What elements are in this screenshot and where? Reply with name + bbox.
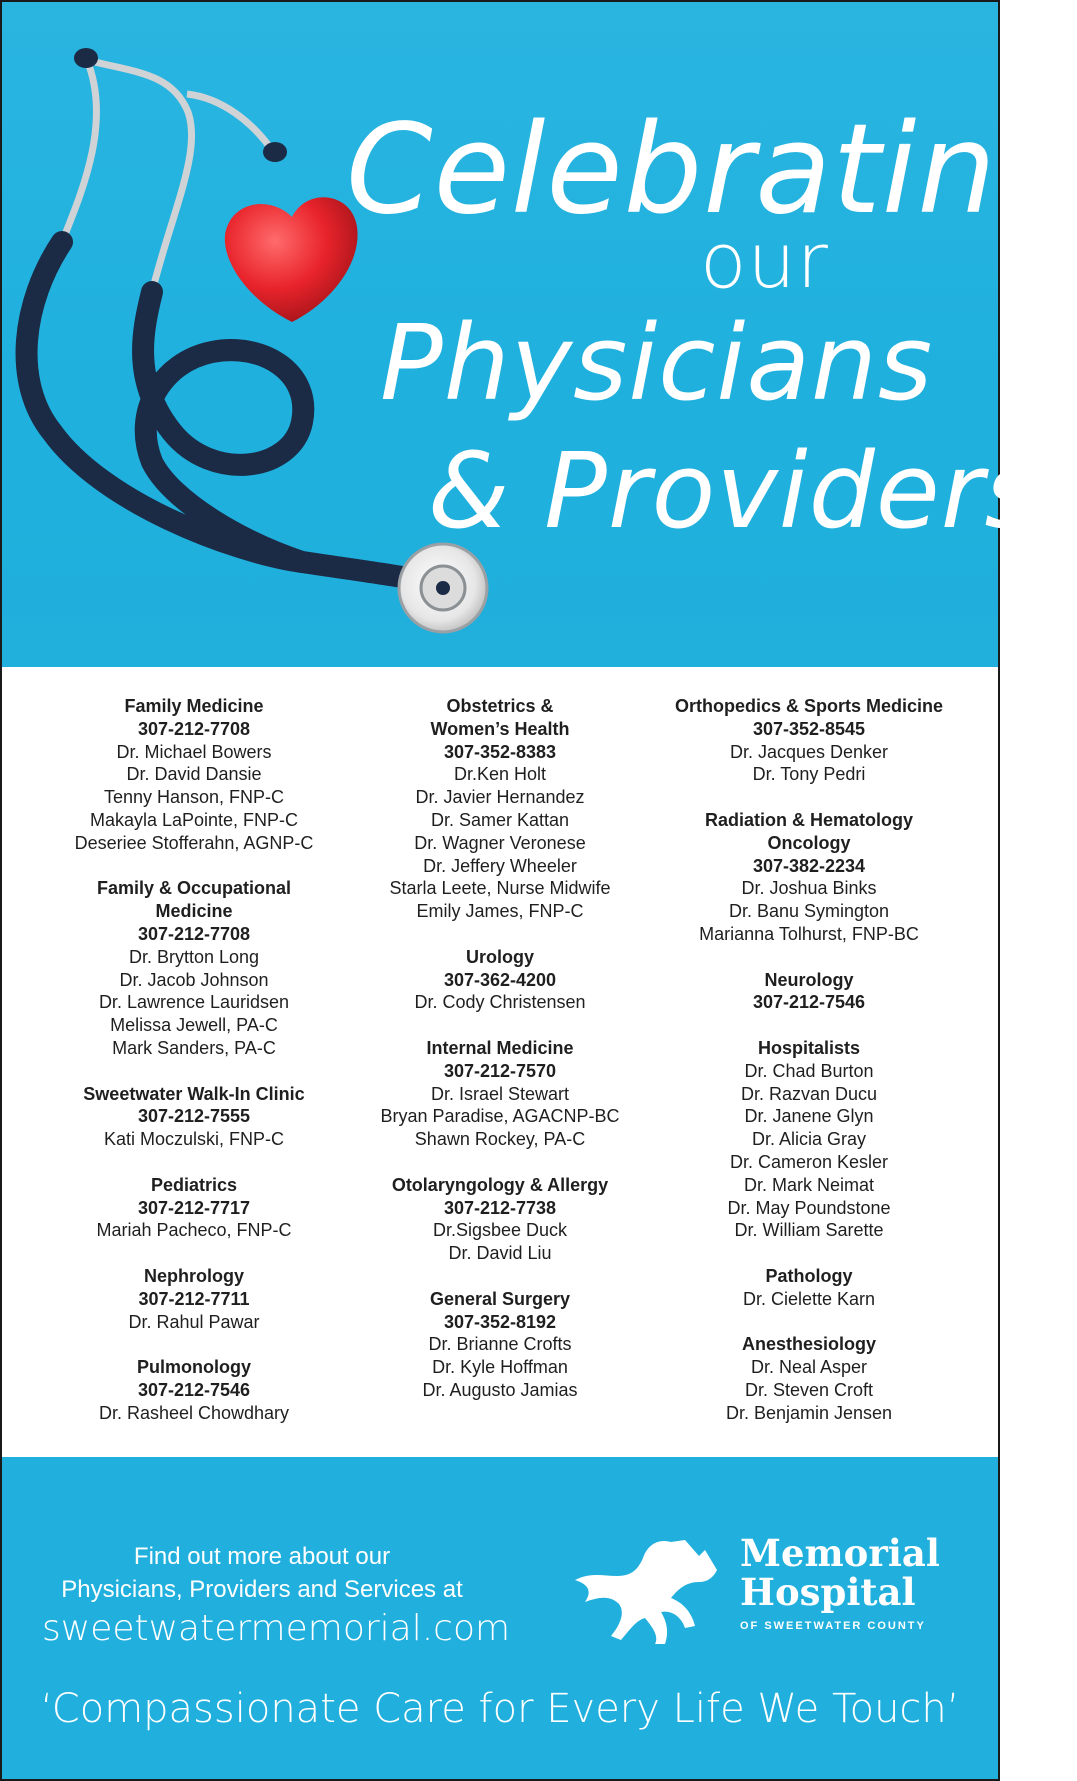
department-block bbox=[649, 1265, 969, 1311]
website-link[interactable]: sweetwatermemorial.com bbox=[42, 1608, 511, 1649]
provider-name: Mariah Pacheco, FNP-C bbox=[96, 1220, 292, 1241]
provider-name: Dr. Banu Symington bbox=[728, 901, 890, 922]
department-block bbox=[649, 695, 969, 786]
hero-banner bbox=[2, 2, 1077, 667]
department-phone[interactable]: 307-212-7708 bbox=[137, 718, 251, 739]
department-phone[interactable]: 307-362-4200 bbox=[443, 969, 557, 990]
department-heading: General Surgery bbox=[429, 1288, 571, 1309]
provider-name: Dr. Rahul Pawar bbox=[128, 1311, 260, 1332]
department-heading: Hospitalists bbox=[757, 1037, 861, 1058]
department-block bbox=[340, 1174, 660, 1265]
provider-name: Kati Moczulski, FNP-C bbox=[103, 1129, 285, 1150]
brand-subtitle: OF SWEETWATER COUNTY bbox=[740, 1620, 926, 1632]
provider-name: Bryan Paradise, AGACNP-BC bbox=[380, 1106, 620, 1127]
provider-name: Makayla LaPointe, FNP-C bbox=[89, 809, 299, 830]
hero-title-line3: Physicians bbox=[380, 302, 934, 424]
provider-directory bbox=[2, 667, 998, 1457]
hero-title-line1: Celebrating bbox=[346, 98, 1077, 242]
find-out-more-text bbox=[42, 1540, 482, 1606]
department-heading: Women’s Health bbox=[430, 718, 570, 739]
provider-name: Melissa Jewell, PA-C bbox=[110, 1015, 278, 1036]
department-heading: Family Medicine bbox=[124, 696, 264, 716]
provider-name: Dr. Kyle Hoffman bbox=[432, 1357, 568, 1378]
department-heading: Radiation & Hematology bbox=[704, 809, 914, 830]
department-heading: Medicine bbox=[155, 901, 233, 922]
department-phone[interactable]: 307-212-7555 bbox=[137, 1106, 251, 1127]
provider-name: Dr. Jacques Denker bbox=[729, 741, 889, 762]
heart-illustration bbox=[225, 197, 358, 322]
department-phone[interactable]: 307-212-7546 bbox=[137, 1379, 251, 1400]
provider-name: Dr.Ken Holt bbox=[453, 764, 547, 785]
department-heading: Family & Occupational bbox=[96, 878, 292, 899]
department-heading: Orthopedics & Sports Medicine bbox=[674, 696, 944, 716]
department-block bbox=[340, 1288, 660, 1402]
department-phone[interactable]: 307-382-2234 bbox=[752, 855, 866, 876]
provider-name: Dr. Augusto Jamias bbox=[422, 1379, 578, 1400]
department-phone[interactable]: 307-352-8192 bbox=[443, 1311, 557, 1332]
provider-name: Dr. Alicia Gray bbox=[751, 1129, 867, 1150]
department-heading: Oncology bbox=[767, 832, 851, 853]
department-heading: Anesthesiology bbox=[741, 1334, 877, 1355]
department-heading: Internal Medicine bbox=[426, 1037, 574, 1058]
provider-name: Dr. Neal Asper bbox=[750, 1357, 868, 1378]
department-heading: Urology bbox=[465, 946, 534, 967]
find-line-2: Physicians, Providers and Services at bbox=[61, 1576, 463, 1603]
provider-name: Dr. Israel Stewart bbox=[430, 1083, 570, 1104]
tagline: ‘Compassionate Care for Every Life We Touch’ bbox=[40, 1686, 960, 1732]
department-heading: Pediatrics bbox=[150, 1174, 238, 1195]
hero-title-line2: our bbox=[700, 216, 829, 305]
horse-logo-icon bbox=[567, 1532, 727, 1647]
provider-name: Dr. Joshua Binks bbox=[741, 878, 877, 899]
provider-name: Dr. Jeffery Wheeler bbox=[423, 855, 577, 876]
department-heading: Neurology bbox=[764, 969, 854, 990]
provider-name: Tenny Hanson, FNP-C bbox=[103, 787, 285, 808]
department-block bbox=[649, 969, 969, 1015]
brand-name-line2: Hospital bbox=[740, 1570, 916, 1614]
provider-name: Dr. David Dansie bbox=[126, 764, 262, 785]
provider-name: Dr. Wagner Veronese bbox=[414, 832, 586, 853]
provider-name: Deseriee Stofferahn, AGNP-C bbox=[74, 832, 314, 853]
provider-name: Dr. May Poundstone bbox=[727, 1197, 891, 1218]
department-block bbox=[34, 1083, 354, 1151]
brand-name-line1: Memorial bbox=[740, 1531, 940, 1575]
department-phone[interactable]: 307-212-7708 bbox=[137, 923, 251, 944]
department-phone[interactable]: 307-212-7546 bbox=[752, 992, 866, 1013]
provider-name: Shawn Rockey, PA-C bbox=[414, 1129, 586, 1150]
provider-name: Dr. David Liu bbox=[448, 1243, 552, 1264]
department-block bbox=[34, 1174, 354, 1242]
department-block bbox=[340, 946, 660, 1014]
provider-name: Dr. Cameron Kesler bbox=[729, 1151, 889, 1172]
provider-name: Dr. Brytton Long bbox=[128, 946, 260, 967]
provider-name: Dr. Cody Christensen bbox=[414, 992, 586, 1013]
department-phone[interactable]: 307-352-8383 bbox=[443, 741, 557, 762]
directory-column-2 bbox=[340, 695, 660, 1425]
provider-name: Dr. Michael Bowers bbox=[116, 741, 272, 762]
provider-name: Dr. Benjamin Jensen bbox=[725, 1402, 893, 1423]
department-phone[interactable]: 307-212-7738 bbox=[443, 1197, 557, 1218]
department-heading: Sweetwater Walk-In Clinic bbox=[83, 1083, 305, 1104]
department-heading: Obstetrics & bbox=[446, 696, 554, 716]
department-block bbox=[340, 1037, 660, 1151]
department-phone[interactable]: 307-212-7570 bbox=[443, 1060, 557, 1081]
provider-name: Dr. Chad Burton bbox=[744, 1060, 874, 1081]
provider-name: Dr. Steven Croft bbox=[744, 1379, 874, 1400]
hero-title-line4: & Providers bbox=[428, 430, 1040, 552]
provider-name: Dr. Samer Kattan bbox=[430, 809, 570, 830]
provider-name: Dr. Lawrence Lauridsen bbox=[98, 992, 290, 1013]
provider-name: Dr. Jacob Johnson bbox=[119, 969, 269, 990]
find-line-1: Find out more about our bbox=[133, 1543, 391, 1570]
provider-name: Dr. Razvan Ducu bbox=[740, 1083, 878, 1104]
department-block bbox=[340, 695, 660, 923]
department-heading: Pulmonology bbox=[137, 1357, 251, 1378]
provider-name: Dr. William Sarette bbox=[734, 1220, 884, 1241]
provider-name: Marianna Tolhurst, FNP-BC bbox=[699, 923, 919, 944]
provider-name: Dr.Sigsbee Duck bbox=[432, 1220, 568, 1241]
department-phone[interactable]: 307-212-7711 bbox=[138, 1288, 250, 1309]
department-block bbox=[649, 1333, 969, 1424]
department-heading: Pathology bbox=[765, 1265, 853, 1286]
provider-name: Emily James, FNP-C bbox=[416, 901, 584, 922]
department-block bbox=[649, 809, 969, 946]
department-block bbox=[34, 695, 354, 855]
department-block bbox=[649, 1037, 969, 1242]
department-block bbox=[34, 1265, 354, 1333]
department-heading: Otolaryngology & Allergy bbox=[391, 1174, 609, 1195]
provider-name: Dr. Mark Neimat bbox=[743, 1174, 875, 1195]
provider-name: Dr. Tony Pedri bbox=[752, 764, 866, 785]
department-phone[interactable]: 307-212-7717 bbox=[137, 1197, 251, 1218]
department-heading: Nephrology bbox=[143, 1265, 244, 1286]
provider-name: Dr. Cielette Karn bbox=[742, 1288, 876, 1309]
department-block bbox=[34, 1356, 354, 1424]
provider-name: Dr. Janene Glyn bbox=[744, 1106, 874, 1127]
department-phone[interactable]: 307-352-8545 bbox=[752, 718, 866, 739]
provider-name: Starla Leete, Nurse Midwife bbox=[389, 878, 611, 899]
provider-name: Dr. Brianne Crofts bbox=[428, 1334, 572, 1355]
directory-column-3 bbox=[649, 695, 969, 1447]
provider-name: Dr. Rasheel Chowdhary bbox=[98, 1402, 290, 1423]
footer bbox=[2, 1457, 998, 1779]
directory-column-1 bbox=[34, 695, 354, 1447]
department-block bbox=[34, 877, 354, 1059]
provider-name: Mark Sanders, PA-C bbox=[112, 1037, 276, 1058]
provider-name: Dr. Javier Hernandez bbox=[415, 787, 585, 808]
